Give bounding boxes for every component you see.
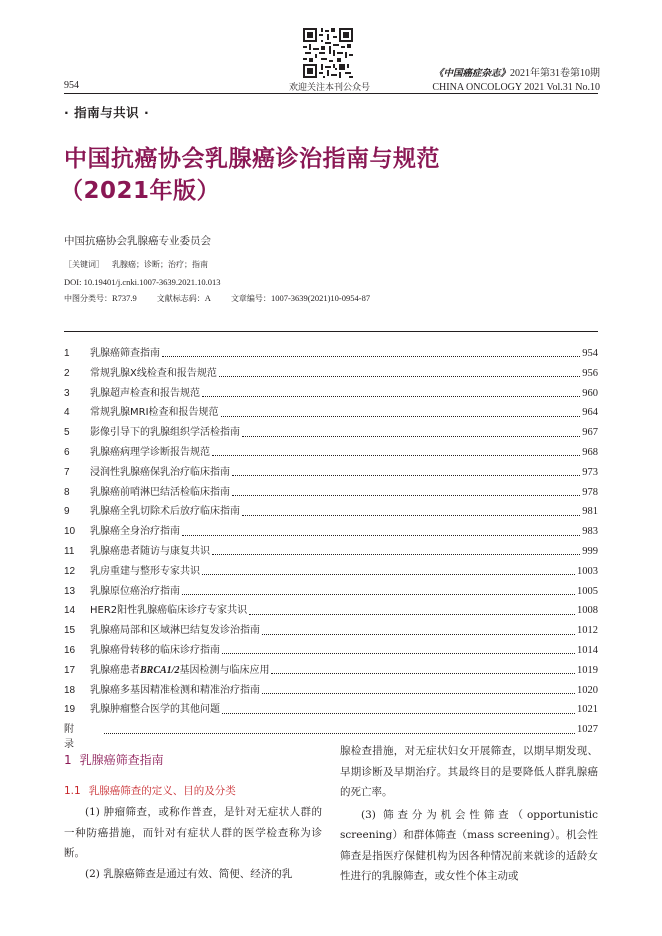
clc: R737.9 [112,293,137,303]
title-line-1: 中国抗癌协会乳腺癌诊治指南与规范 [64,146,440,172]
toc-leader-dots [212,455,580,456]
toc-entry-number: 8 [64,486,70,498]
toc-entry[interactable] [64,720,598,751]
toc-leader-dots [222,713,575,714]
body-left-column [64,750,322,884]
toc-entry-page: 978 [582,486,598,498]
toc-entry[interactable] [64,582,598,602]
toc-entry-number: 12 [64,565,76,577]
paragraph-3: (3) 筛查分为机会性筛查（opportunistic screening）和群体筛查（mass screening）。机会性筛查是指医疗保健机构为因各种情况前来就诊的适龄女性进行的乳腺筛查，或女性个体主动或 [340,808,598,882]
toc-entry-number: 15 [64,625,76,637]
toc-leader-dots [202,574,575,575]
toc-entry[interactable] [64,423,598,443]
toc-entry-number: 附录 [64,724,90,751]
qr-caption: 欢迎关注本刊公众号 [288,83,370,93]
toc-entry-number: 18 [64,684,76,696]
toc-entry-title: HER2阳性乳腺癌临床诊疗专家共识 [90,605,248,617]
toc-entry-number: 5 [64,427,70,439]
qr-code-icon [303,28,353,78]
journal-issue-cn: 2021年第31卷第10期 [510,68,600,79]
toc-entry[interactable] [64,384,598,404]
toc-entry[interactable] [64,364,598,384]
toc-entry-page: 1020 [577,684,598,696]
toc-leader-dots [202,396,580,397]
toc-entry[interactable] [64,562,598,582]
toc-leader-dots [242,515,580,516]
toc-entry-page: 964 [582,407,598,419]
toc-entry-page: 981 [582,506,598,518]
toc-entry[interactable] [64,483,598,503]
doi-label: DOI: [64,277,84,287]
article-no: 1007-3639(2021)10-0954-87 [270,293,371,303]
toc-entry-title: 乳腺超声检查和报告规范 [90,387,200,399]
toc-entry-title: 乳腺癌患者随访与康复共识 [90,545,210,557]
toc-leader-dots [222,653,575,654]
toc-entry-page: 1014 [577,644,598,656]
toc-leader-dots [182,594,575,595]
toc-entry-page: 1012 [577,625,598,637]
toc-entry-title: 乳腺原位癌治疗指南 [90,585,180,597]
toc-entry-number: 9 [64,506,70,518]
doi-line [64,276,221,289]
toc-leader-dots [221,416,581,417]
toc-entry-page: 968 [582,446,598,458]
toc-entry[interactable] [64,661,598,681]
toc-entry-number: 1 [64,348,70,359]
section-1-1-heading: 1.1 乳腺癌筛查的定义、目的及分类 [64,784,236,797]
doc-code: A [204,293,211,303]
toc-entry[interactable] [64,601,598,621]
toc-entry-number: 14 [64,605,76,617]
toc-entry[interactable] [64,681,598,701]
toc-leader-dots [212,554,580,555]
toc-leader-dots [162,356,580,357]
toc-leader-dots [262,634,575,635]
toc-entry-title: 乳腺癌全乳切除术后放疗临床指南 [90,506,240,518]
toc-entry-number: 6 [64,446,70,458]
section-1-heading: 1 乳腺癌筛查指南 [64,753,164,767]
toc-entry-title: 乳房重建与整形专家共识 [90,565,200,577]
toc-entry-number: 2 [64,367,70,379]
clc-label: 中图分类号： [64,294,112,303]
toc-leader-dots [242,436,580,437]
toc-entry-title: 浸润性乳腺癌保乳治疗临床指南 [90,466,230,478]
paragraph-2: (2) 乳腺癌筛查是通过有效、简便、经济的乳 [85,867,293,880]
toc-entry-number: 4 [64,407,70,419]
title-line-2: （2021年版） [60,178,221,204]
toc-leader-dots [271,673,575,674]
toc-entry-page: 983 [582,526,598,538]
journal-info [432,67,600,95]
toc-entry-page: 1021 [577,704,598,716]
paragraph-1: (1) 肿瘤筛查，或称作普查，是针对无症状人群的一种防癌措施，而针对有症状人群的医学检查称为诊断。 [64,806,322,859]
toc-leader-dots [182,535,580,536]
toc-leader-dots [104,733,575,734]
toc-entry[interactable] [64,463,598,483]
toc-entry[interactable] [64,502,598,522]
column-label: · 指南与共识 · [64,105,150,120]
toc-leader-dots [232,475,580,476]
toc-entry-title: 乳腺癌骨转移的临床诊疗指南 [90,644,220,656]
journal-name-cn: 《中国癌症杂志》 [433,68,510,79]
toc-entry-title: 乳腺癌多基因精准检测和精准治疗指南 [90,684,260,696]
toc-entry-title: 乳腺癌局部和区域淋巴结复发诊治指南 [90,625,260,637]
doi: 10.19401/j.cnki.1007-3639.2021.10.013 [83,277,221,287]
toc-entry-page: 967 [582,427,598,439]
classification-line [64,292,370,305]
paragraph-2-continued: 腺检查措施，对无症状妇女开展筛查，以期早期发现、早期诊断及早期治疗。其最终目的是要降低人群乳腺癌的死亡率。 [340,745,598,798]
toc-entry-page: 999 [582,545,598,557]
toc-entry-number: 10 [64,526,76,538]
toc-leader-dots [232,495,580,496]
toc-entry[interactable] [64,344,598,364]
keywords: 乳腺癌；诊断；治疗；指南 [112,260,208,269]
toc-entry-title: 乳腺癌前哨淋巴结活检临床指南 [90,486,230,498]
article-no-label: 文章编号： [230,294,271,303]
toc-entry-page: 973 [582,466,598,478]
keywords-label: ［关键词］ [64,260,104,269]
toc-entry-title: 乳腺肿瘤整合医学的其他问题 [90,704,220,716]
toc-entry-page: 1019 [577,664,598,676]
header-divider [64,93,598,94]
toc-divider [64,331,598,332]
table-of-contents [64,344,598,751]
toc-entry[interactable] [64,443,598,463]
toc-entry[interactable] [64,621,598,641]
toc-entry-page: 1005 [577,585,598,597]
toc-entry-number: 11 [64,545,75,557]
toc-entry-number: 19 [64,704,76,716]
toc-entry-title: 常规乳腺X线检查和报告规范 [90,367,217,379]
toc-entry[interactable] [64,700,598,720]
page-number: 954 [64,80,79,91]
toc-entry-page: 960 [582,387,598,399]
toc-entry-title: 乳腺癌病理学诊断报告规范 [90,446,210,458]
toc-entry-number: 7 [64,466,70,478]
toc-entry-number: 3 [64,387,70,399]
toc-entry[interactable] [64,542,598,562]
toc-entry-number: 16 [64,644,76,656]
toc-entry-title: 乳腺癌筛查指南 [90,348,160,359]
toc-entry-page: 1008 [577,605,598,617]
toc-leader-dots [262,693,575,694]
toc-entry-title: 乳腺癌患者BRCA1/2基因检测与临床应用 [90,664,270,676]
toc-entry-title: 乳腺癌全身治疗指南 [90,526,180,538]
toc-entry[interactable] [64,522,598,542]
toc-entry[interactable] [64,641,598,661]
toc-entry-title: 影像引导下的乳腺组织学活检指南 [90,427,240,439]
toc-entry-number: 13 [64,585,76,597]
toc-entry-page: 954 [582,348,598,359]
toc-entry-page: 1003 [577,565,598,577]
journal-name-en: CHINA ONCOLOGY 2021 Vol.31 No.10 [432,82,600,93]
toc-entry-page: 1027 [577,724,598,736]
authors: 中国抗癌协会乳腺癌专业委员会 [64,235,211,247]
toc-leader-dots [249,614,575,615]
toc-entry[interactable] [64,403,598,423]
toc-entry-title: 常规乳腺MRI检查和报告规范 [90,407,219,419]
body-right-column [340,741,598,887]
article-title [60,143,584,207]
toc-entry-number: 17 [64,664,76,676]
toc-entry-page: 956 [582,367,598,379]
doc-code-label: 文献标志码： [156,294,205,303]
keywords-line [64,259,208,271]
toc-leader-dots [219,376,580,377]
